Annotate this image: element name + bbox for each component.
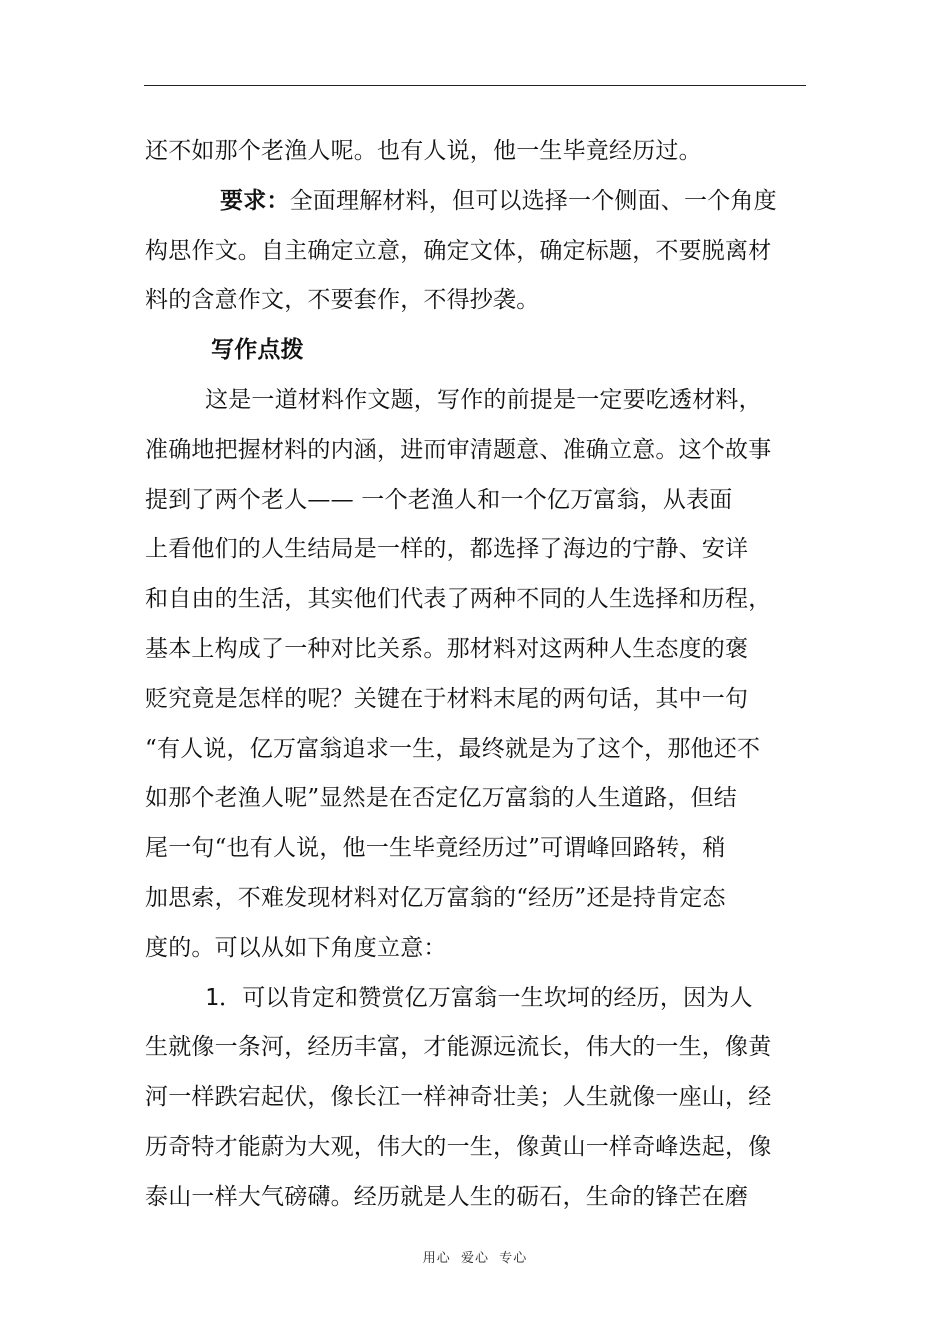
list-number: 1． bbox=[205, 984, 243, 1011]
text-line-3: 构思作文。自主确定立意，确定文体，确定标题，不要脱离材 bbox=[145, 237, 772, 264]
section-heading: 写作点拨 bbox=[211, 337, 304, 364]
requirement-label: 要求： bbox=[220, 187, 290, 214]
text-line-12: 贬究竟是怎样的呢？关键在于材料末尾的两句话，其中一句 bbox=[145, 685, 749, 712]
requirement-paragraph bbox=[145, 177, 809, 227]
text-line-7: 准确地把握材料的内涵，进而审清题意、准确立意。这个故事 bbox=[145, 436, 772, 463]
text-line-9: 上看他们的人生结局是一样的，都选择了海边的宁静、安详 bbox=[145, 536, 749, 563]
text-line-8: 提到了两个老人—— 一个老渔人和一个亿万富翁，从表面 bbox=[145, 486, 733, 513]
text-line-4: 料的含意作文，不要套作，不得抄袭。 bbox=[145, 287, 540, 314]
text-line-17: 度的。可以从如下角度立意： bbox=[145, 934, 447, 961]
text-line-13: “有人说，亿万富翁追求一生，最终就是为了这个，那他还不 bbox=[145, 735, 761, 762]
text-line-15: 尾一句“也有人说，他一生毕竟经历过”可谓峰回路转，稍 bbox=[145, 835, 726, 862]
header-rule bbox=[144, 85, 806, 86]
text-line-21: 历奇特才能蔚为大观，伟大的一生，像黄山一样奇峰迭起，像 bbox=[145, 1133, 772, 1160]
document-body bbox=[145, 127, 809, 1223]
text-line-22: 泰山一样大气磅礴。经历就是人生的砺石，生命的锋芒在磨 bbox=[145, 1183, 749, 1210]
text-line-18: 可以肯定和赞赏亿万富翁一生坎坷的经历，因为人 bbox=[242, 984, 753, 1011]
text-line-20: 河一样跌宕起伏，像长江一样神奇壮美；人生就像一座山，经 bbox=[145, 1084, 772, 1111]
text-line-11: 基本上构成了一种对比关系。那材料对这两种人生态度的褒 bbox=[145, 635, 749, 662]
text-line-6: 这是一道材料作文题，写作的前提是一定要吃透材料， bbox=[205, 386, 762, 413]
text-line-14: 如那个老渔人呢”显然是在否定亿万富翁的人生道路，但结 bbox=[145, 785, 737, 812]
text-line-2: 全面理解材料，但可以选择一个侧面、一个角度 bbox=[289, 187, 777, 214]
text-line-19: 生就像一条河，经历丰富，才能源远流长，伟大的一生，像黄 bbox=[145, 1034, 772, 1061]
page-footer: 用心 爱心 专心 bbox=[422, 1251, 528, 1266]
list-item-1 bbox=[145, 974, 809, 1024]
text-line-16: 加思索，不难发现材料对亿万富翁的“经历”还是持肯定态 bbox=[145, 884, 726, 911]
text-line-1: 还不如那个老渔人呢。也有人说，他一生毕竟经历过。 bbox=[145, 138, 702, 164]
text-line-10: 和自由的生活，其实他们代表了两种不同的人生选择和历程， bbox=[145, 586, 772, 613]
